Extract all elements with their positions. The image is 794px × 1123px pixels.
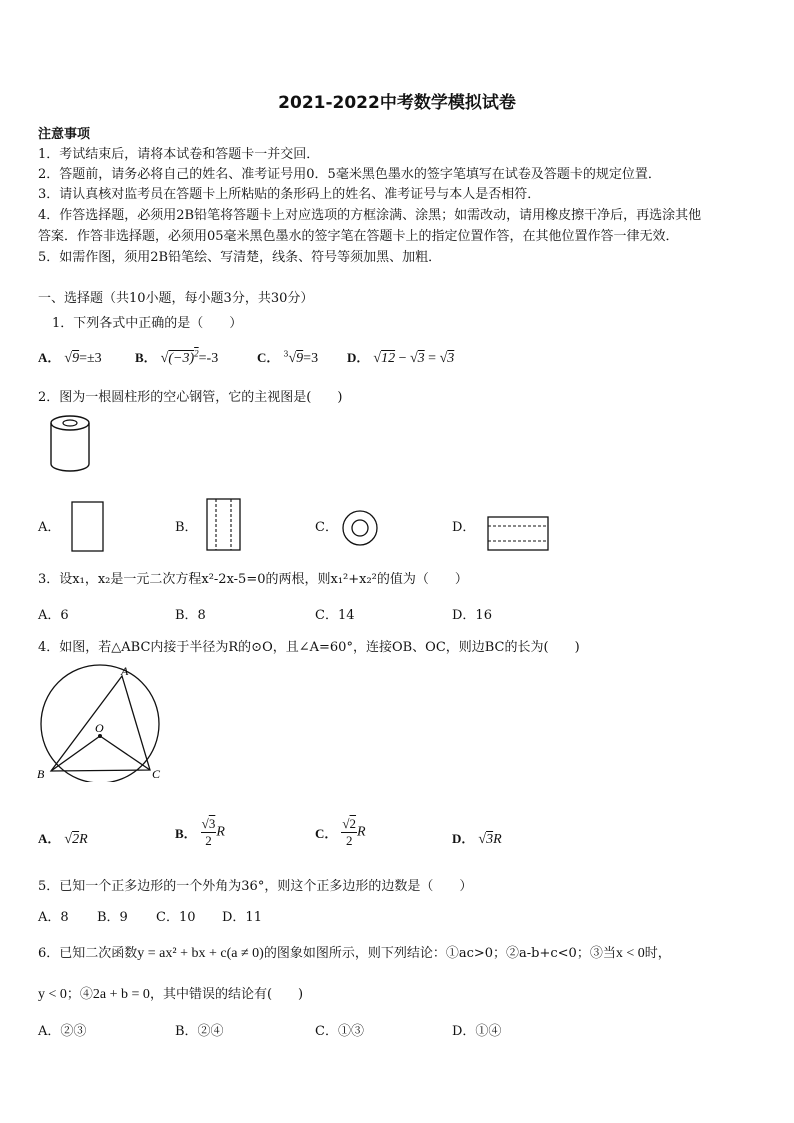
option-label: B．: [135, 350, 157, 365]
root-index: 3: [283, 349, 289, 359]
q6-option-d: D．①④: [452, 1024, 502, 1039]
q2-label-d: D．: [452, 520, 476, 535]
operator: =: [424, 351, 440, 366]
q2-option-c-figure: [340, 508, 380, 548]
sqrt-sign: √: [64, 351, 73, 366]
option-label: C．: [315, 826, 338, 841]
q3-option-d: D．16: [452, 608, 492, 623]
sqrt-sign: √: [288, 351, 297, 366]
q1-option-b: [135, 347, 218, 367]
numerator: √3: [201, 816, 216, 831]
point-a-label: A: [121, 664, 129, 678]
q1-option-c: [257, 347, 318, 367]
q4-option-b: [175, 816, 225, 849]
sqrt-sign: √: [478, 832, 487, 847]
sqrt-sign: √: [439, 351, 448, 366]
q6-text: 6．已知二次函数: [38, 946, 138, 961]
q6-condition: x < 0: [615, 946, 645, 961]
q6-condition: y < 0: [38, 987, 67, 1002]
point-o-label: O: [95, 721, 104, 735]
radicand: 2: [72, 832, 80, 847]
rhs: =3: [303, 351, 319, 366]
q6-option-c: C．①③: [315, 1024, 364, 1039]
sqrt-sign: √: [409, 351, 418, 366]
notice-line: 1．考试结束后，请将本试卷和答题卡一并交回．: [38, 147, 320, 162]
q2-option-a-figure: [66, 500, 106, 554]
operator: −: [395, 351, 410, 366]
q6-text: ，其中错误的结论有( ): [149, 987, 304, 1002]
option-label: A．: [38, 831, 61, 846]
q5-stem: 5．已知一个正多边形的一个外角为36°，则这个正多边形的边数是（ ）: [38, 879, 473, 894]
q1-option-a: [38, 347, 102, 367]
page-title: 2021-2022中考数学模拟试卷: [278, 93, 516, 113]
q6-equation: 2a + b = 0: [92, 987, 150, 1002]
q6-text: ；④: [66, 987, 93, 1002]
q3-option-c: C．14: [315, 608, 355, 623]
q3-option-a: A．6: [38, 608, 69, 623]
q5-option-c: C．10: [156, 910, 196, 925]
radicand: 9: [296, 351, 304, 366]
notice-heading: 注意事项: [38, 127, 91, 142]
q2-option-b-figure: [204, 496, 244, 554]
denominator: 2: [345, 833, 353, 848]
radicand-base: (−3): [168, 351, 195, 366]
notice-line: 2．答题前，请务必将自己的姓名、准考证号用0．5毫米黑色墨水的签字笔填写在试卷及答题卡的规定位置．: [38, 167, 661, 182]
q6-line-2: [38, 983, 303, 1003]
radicand: 3: [486, 832, 494, 847]
q2-label-b: B．: [175, 520, 198, 535]
q5-option-b: B．9: [97, 910, 128, 925]
radicand: 2: [349, 816, 357, 831]
notice-line: 5．如需作图，须用2B铅笔绘、写清楚，线条、符号等须加黑、加粗．: [38, 250, 442, 265]
radicand: [168, 348, 199, 366]
radicand: 3: [447, 351, 455, 366]
option-label: B．: [175, 826, 197, 841]
numerator: √2: [342, 816, 357, 831]
q4-stem: 4．如图，若△ABC内接于半径为R的⊙O，且∠A=60°，连接OB、OC，则边BC的长为( ): [38, 640, 580, 655]
radius-symbol: R: [79, 832, 88, 847]
sqrt-sign: √: [160, 351, 169, 366]
q5-option-a: A．8: [38, 910, 69, 925]
q6-option-b: B．②④: [175, 1024, 224, 1039]
option-label: C．: [257, 350, 280, 365]
rhs: =±3: [79, 351, 102, 366]
q4-option-d: [452, 828, 502, 848]
q1-option-d: [347, 347, 454, 367]
q6-line-1: [38, 942, 671, 962]
radius-symbol: R: [216, 824, 225, 840]
point-b-label: B: [37, 767, 45, 781]
q6-function: y = ax² + bx + c(a ≠ 0): [137, 946, 264, 961]
q3-stem: 3．设x₁，x₂是一元二次方程x²-2x-5=0的两根，则x₁²+x₂²的值为（ ）: [38, 572, 468, 587]
q2-option-d-figure: [485, 514, 551, 554]
option-label: A．: [38, 350, 61, 365]
notice-line: 4．作答选择题，必须用2B铅笔将答题卡上对应选项的方框涂满、涂黑；如需改动，请用橡皮擦干净后，再选涂其他: [38, 208, 702, 223]
radicand: 3: [417, 351, 425, 366]
q4-option-a: [38, 828, 88, 848]
q6-text: 的图象如图所示，则下列结论：①ac>0；②a-b+c<0；③当: [263, 946, 616, 961]
q1-stem: 1．下列各式中正确的是（ ）: [52, 316, 243, 331]
radius-symbol: R: [493, 832, 502, 847]
q2-label-a: A．: [38, 520, 61, 535]
sqrt-sign: √: [64, 832, 73, 847]
q2-stem: 2．图为一根圆柱形的空心钢管，它的主视图是( ): [38, 390, 343, 405]
section-heading: 一、选择题（共10小题，每小题3分，共30分）: [38, 291, 314, 306]
radicand: 3: [208, 816, 216, 831]
option-label: D．: [347, 350, 370, 365]
rhs: =-3: [198, 351, 219, 366]
q3-option-b: B．8: [175, 608, 206, 623]
option-label: D．: [452, 831, 475, 846]
radius-symbol: R: [357, 824, 366, 840]
notice-line: 3．请认真核对监考员在答题卡上所粘贴的条形码上的姓名、准考证号与本人是否相符．: [38, 187, 541, 202]
fraction: [341, 816, 357, 849]
circle-triangle-figure: [32, 662, 172, 782]
sqrt-sign: √: [373, 351, 382, 366]
radicand: 9: [72, 351, 80, 366]
denominator: 2: [205, 833, 212, 848]
q6-option-a: A．②③: [38, 1024, 87, 1039]
q4-option-c: [315, 816, 366, 849]
fraction: [201, 816, 217, 849]
q2-label-c: C．: [315, 520, 338, 535]
q6-text: 时，: [644, 946, 671, 961]
q5-option-d: D．11: [222, 910, 262, 925]
hollow-pipe-figure: [48, 414, 92, 474]
radicand: 12: [381, 351, 396, 366]
notice-line: 答案．作答非选择题，必须用05毫米黑色墨水的签字笔在答题卡上的指定位置作答，在其他位置作答一律无效．: [38, 229, 679, 244]
point-c-label: C: [152, 767, 161, 781]
exponent: 2: [194, 348, 199, 359]
